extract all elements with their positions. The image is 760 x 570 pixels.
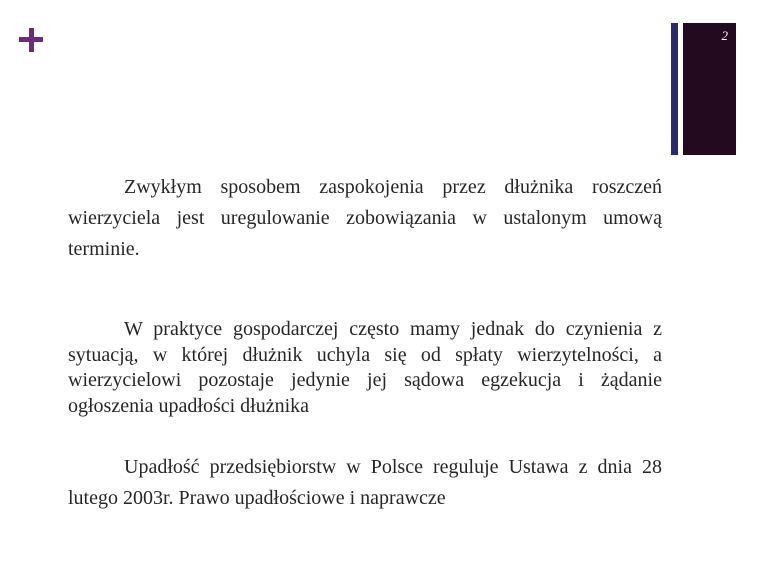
paragraph-3: Upadłość przedsiębiorstw w Polsce reguluje Ustawa z dnia 28 lutego 2003r. Prawo upadłościowe i naprawcze — [68, 456, 662, 509]
slide-number: 2 — [721, 28, 728, 43]
paragraph-1: Zwykłym sposobem zaspokojenia przez dłużnika roszczeń wierzyciela jest uregulowanie zobowiązania w ustalonym umową terminie. — [68, 176, 662, 260]
accent-bar — [671, 23, 678, 155]
plus-icon — [19, 28, 43, 52]
slide-number-block — [683, 23, 736, 155]
paragraph-2: W praktyce gospodarczej często mamy jednak do czynienia z sytuacją, w której dłużnik uchyla się od spłaty wierzytelności, a wierzycielowi pozostaje jedynie jej sądowa egzekucja i żądanie ogłoszenia upadłości dłużnika — [68, 318, 662, 417]
